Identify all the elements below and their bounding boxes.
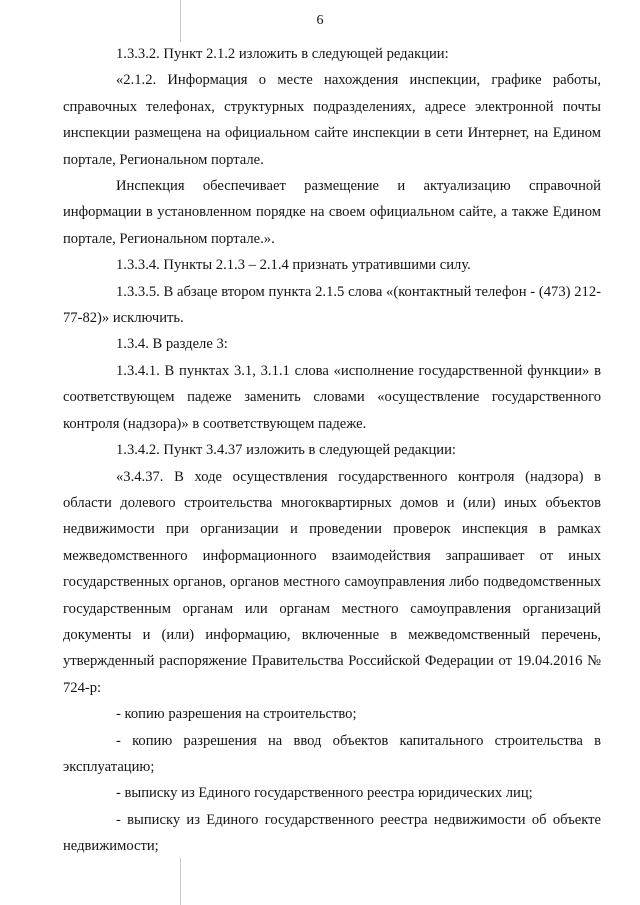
- list-item: - выписку из Единого государственного реестра юридических лиц;: [116, 785, 533, 802]
- paragraph-inspection-info: Инспекция обеспечивает размещение и актуализацию справочной информации в установленном порядке на своем официальном сайте, а также Едином портале, Региональном портале.».: [63, 178, 601, 247]
- list-item: - копию разрешения на ввод объектов капитального строительства в эксплуатацию;: [63, 732, 601, 775]
- paragraph-1-3-3-2: 1.3.3.2. Пункт 2.1.2 изложить в следующей редакции:: [116, 46, 449, 62]
- paragraph-2-1-2: «2.1.2. Информация о месте нахождения инспекции, графике работы, справочных телефонах, структурных подразделениях, адресе электронной почты инспекции размещена на официальном сайте инспекции в сети Интернет, на Едином портале, Региональном портале.: [63, 72, 601, 168]
- document-body: [63, 41, 601, 860]
- paragraph-1-3-4: 1.3.4. В разделе 3:: [116, 336, 228, 353]
- list-item: - выписку из Единого государственного реестра недвижимости об объекте недвижимости;: [63, 811, 601, 855]
- paragraph-1-3-4-1: 1.3.4.1. В пунктах 3.1, 3.1.1 слова «исполнение государственной функции» в соответствующем падеже заменить словами «осуществление государственного контроля (надзора)» в соответствующем падеже.: [63, 362, 601, 432]
- paragraph-1-3-3-5: 1.3.3.5. В абзаце втором пункта 2.1.5 слова «(контактный телефон - (473) 212-77-82)» исключить.: [63, 283, 601, 327]
- paragraph-1-3-4-2: 1.3.4.2. Пункт 3.4.37 изложить в следующей редакции:: [116, 442, 456, 459]
- paragraph-1-3-3-4: 1.3.3.4. Пункты 2.1.3 – 2.1.4 признать утратившими силу.: [116, 257, 471, 274]
- paragraph-3-4-37: «3.4.37. В ходе осуществления государственного контроля (надзора) в области долевого строительства многоквартирных домов и (или) иных объектов недвижимости при организации и проведении проверок инспекция в рамках межведомственного информационного взаимодействия запрашивает от иных государственных органов, органов местного самоуправления либо подведомственных государственным органам или органам местного самоуправления организаций документы и (или) информацию, включенные в межведомственный перечень, утвержденный распоряжение Правительства Российской Федерации от 19.04.2016 № 724-р:: [63, 468, 601, 696]
- scan-edge-mark-bottom: [180, 858, 181, 905]
- page-number: 6: [316, 13, 324, 28]
- list-item: - копию разрешения на строительство;: [116, 706, 357, 723]
